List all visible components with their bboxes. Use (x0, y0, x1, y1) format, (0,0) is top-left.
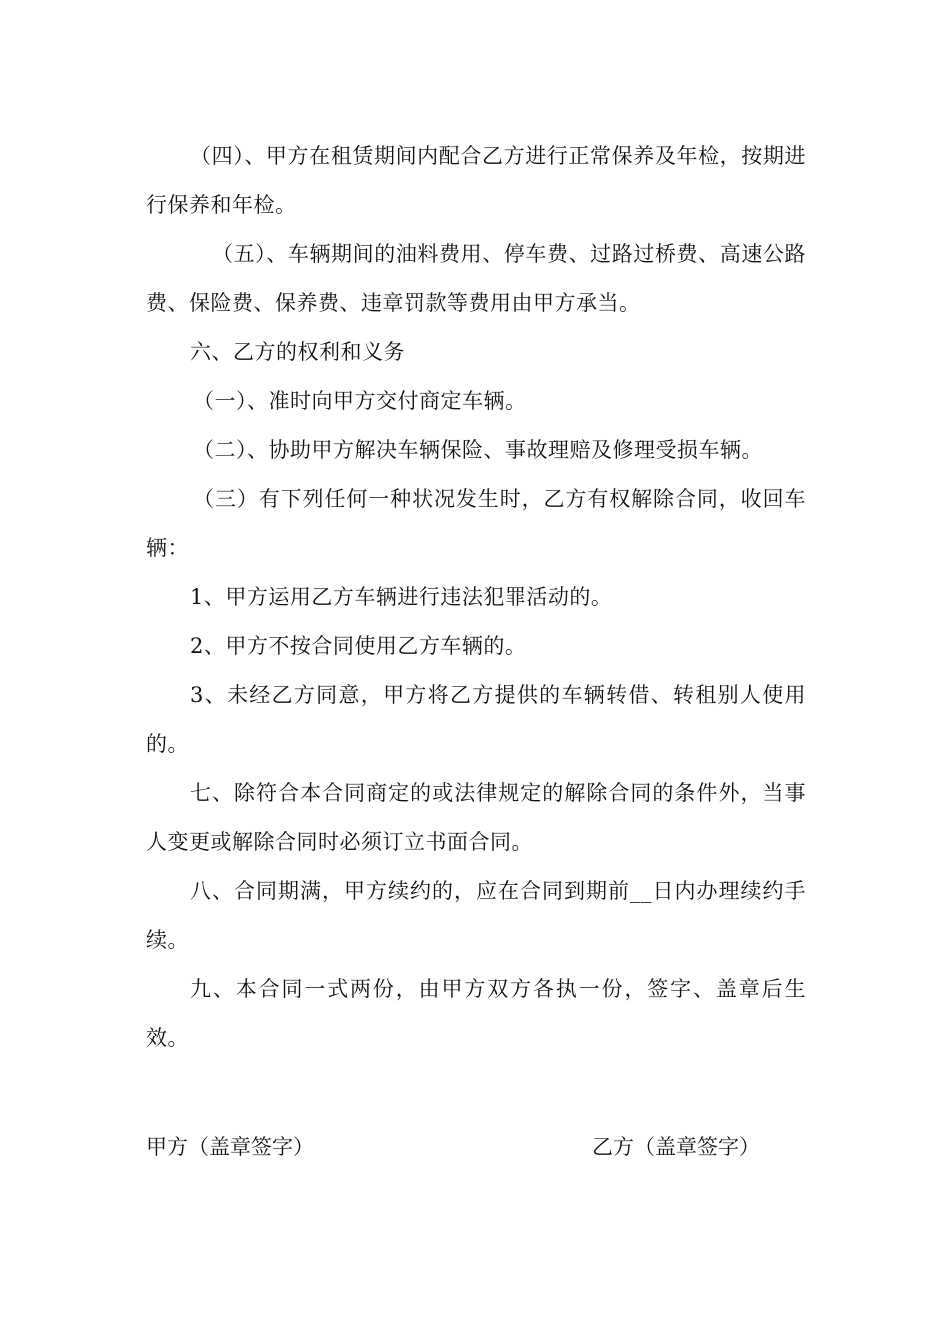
section-8-renewal: 八、合同期满，甲方续约的，应在合同到期前__日内办理续约手续。 (146, 879, 806, 952)
clause-6-3-termination: （三）有下列任何一种状况发生时，乙方有权解除合同，收回车辆： (146, 487, 806, 560)
party-b-signature-label: 乙方（盖章签字） (592, 1135, 760, 1159)
termination-item-3: 3、未经乙方同意，甲方将乙方提供的车辆转借、转租别人使用的。 (146, 683, 806, 756)
contract-body (146, 132, 806, 1063)
clause-6-2-assistance: （二）、协助甲方解决车辆保险、事故理赔及修理受损车辆。 (193, 438, 763, 462)
signature-block (146, 1125, 806, 1169)
party-a-signature-label: 甲方（盖章签字） (146, 1135, 314, 1159)
termination-item-1: 1、甲方运用乙方车辆进行违法犯罪活动的。 (190, 585, 613, 609)
termination-item-2: 2、甲方不按合同使用乙方车辆的。 (190, 634, 527, 658)
clause-6-1-delivery: （一）、准时向甲方交付商定车辆。 (193, 389, 527, 413)
section-9-copies: 九、本合同一式两份，由甲方双方各执一份，签字、盖章后生效。 (146, 977, 806, 1050)
section-6-heading: 六、乙方的权利和义务 (190, 340, 405, 364)
clause-4-maintenance: （四）、甲方在租赁期间内配合乙方进行正常保养及年检，按期进行保养和年检。 (146, 144, 806, 217)
clause-5-expenses: （五）、车辆期间的油料费用、停车费、过路过桥费、高速公路费、保险费、保养费、违章罚款等费用由甲方承当。 (146, 242, 806, 315)
section-7-modification: 七、除符合本合同商定的或法律规定的解除合同的条件外，当事人变更或解除合同时必须订立书面合同。 (146, 781, 806, 854)
